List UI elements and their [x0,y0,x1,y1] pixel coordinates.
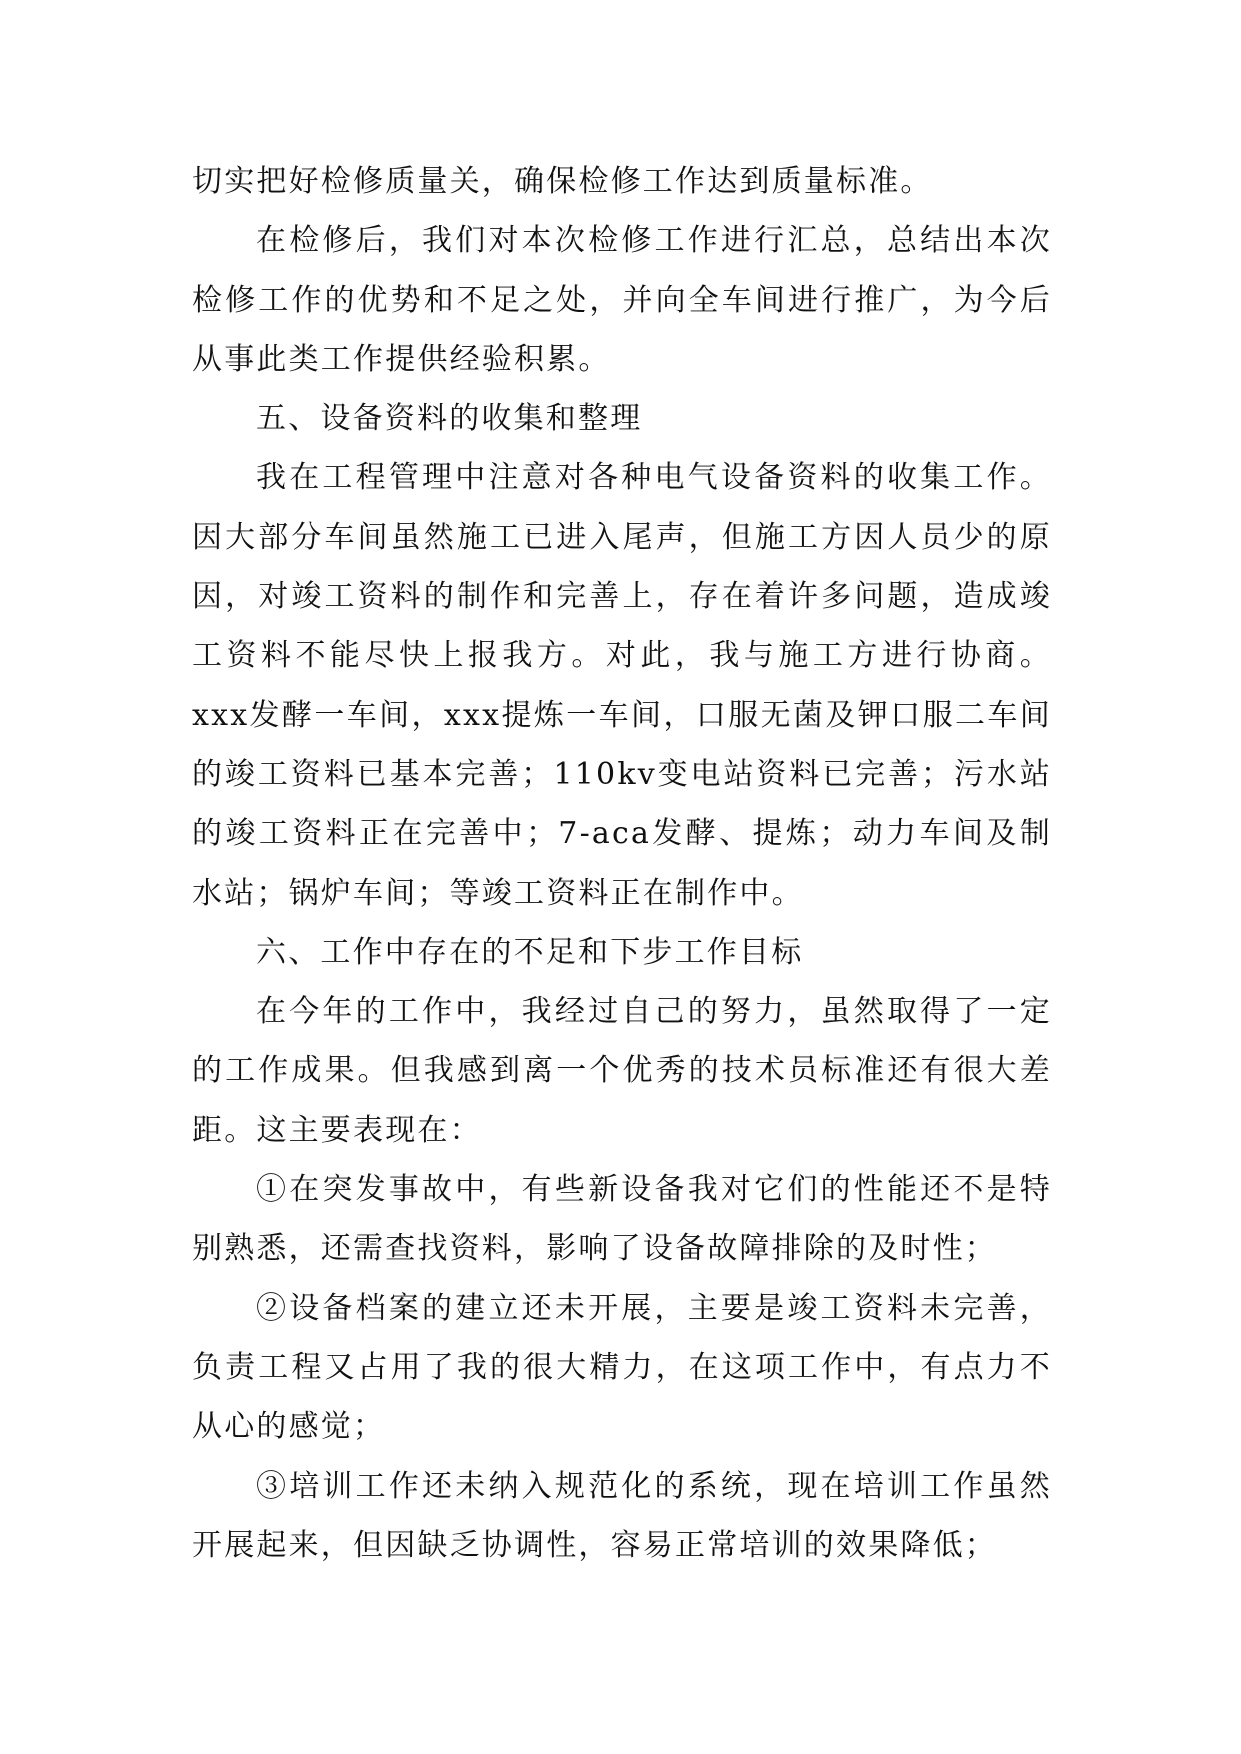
section-heading-5: 五、设备资料的收集和整理 [256,401,643,437]
document-body [192,152,1052,1575]
paragraph-shortcomings-intro: 在今年的工作中，我经过自己的努力，虽然取得了一定的工作成果。但我感到离一个优秀的技术员标准还有很大差距。这主要表现在： [192,994,1052,1148]
list-item-3: ③培训工作还未纳入规范化的系统，现在培训工作虽然开展起来，但因缺乏协调性，容易正常培训的效果降低； [192,1468,1052,1563]
paragraph-summary: 在检修后，我们对本次检修工作进行汇总，总结出本次检修工作的优势和不足之处，并向全车间进行推广，为今后从事此类工作提供经验积累。 [192,223,1052,377]
paragraph-continuation: 切实把好检修质量关，确保检修工作达到质量标准。 [192,164,933,199]
list-item-1: ①在突发事故中，有些新设备我对它们的性能还不是特别熟悉，还需查找资料，影响了设备故障排除的及时性； [192,1172,1052,1267]
list-item-2: ②设备档案的建立还未开展，主要是竣工资料未完善，负责工程又占用了我的很大精力，在这项工作中，有点力不从心的感觉； [192,1290,1052,1445]
section-heading-6: 六、工作中存在的不足和下步工作目标 [256,934,804,970]
paragraph-documents: 我在工程管理中注意对各种电气设备资料的收集工作。因大部分车间虽然施工已进入尾声，但施工方因人员少的原因，对竣工资料的制作和完善上，存在着许多问题，造成竣工资料不能尽快上报我方。对此，我与施工方进行协商。xxx发酵一车间，xxx提炼一车间，口服无菌及钾口服二车间的竣工资料已基本完善；110kv变电站资料已完善；污水站的竣工资料正在完善中；7-aca发酵、提炼；动力车间及制水站；锅炉车间；等竣工资料正在制作中。 [192,460,1052,911]
